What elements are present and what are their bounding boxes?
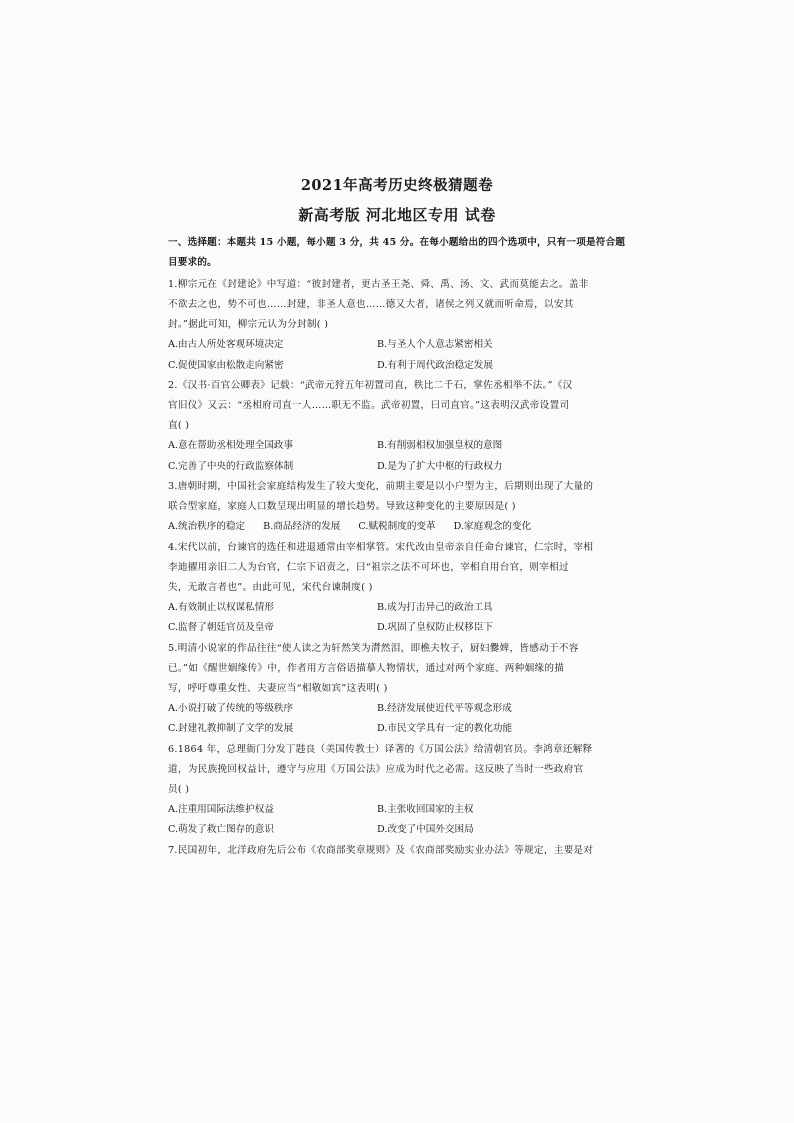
question-line: 1.柳宗元在《封建论》中写道：“彼封建者，更古圣王尧、舜、禹、汤、文、武而莫能去之。盖非 (168, 279, 589, 290)
question-line: 2.《汉书·百官公卿表》记载：“武帝元狩五年初置司直，秩比二千石，掌佐丞相举不法。”《汉 (168, 380, 573, 391)
question-line: 直( ) (168, 420, 190, 431)
option-a: A.统治秩序的稳定 (168, 521, 246, 532)
options (168, 800, 626, 841)
options (168, 436, 626, 477)
question-line: 道，为民族挽回权益计，遵守与应用《万国公法》应成为时代之必需。这反映了当时一些政府官 (168, 763, 584, 775)
options (168, 517, 626, 538)
section-heading: 一、选择题：本题共 15 小题，每小题 3 分，共 45 分。在每小题给出的四个选项中，只有一项是符合题目要求的。 (168, 237, 626, 268)
option-c: C.封建礼教抑制了文学的发展 (168, 723, 294, 734)
question-line: 李迪擢用亲旧二人为台官，仁宗下诏责之，曰“祖宗之法不可坏也，宰相自用台官，则宰相过 (168, 561, 569, 573)
option-d: D.有利于周代政治稳定发展 (377, 359, 493, 371)
option-b: B.与圣人个人意志紧密相关 (377, 339, 493, 350)
option-d: D.市民文学具有一定的教化功能 (377, 723, 513, 734)
question-line: 已。”如《醒世姻缘传》中，作者用方言俗语描摹人物情状，通过对两个家庭、两种姻缘的描 (168, 662, 565, 674)
question-line: 3.唐朝时期，中国社会家庭结构发生了较大变化，前期主要是以小户型为主，后期则出现了大量的 (168, 481, 594, 492)
option-a: A.有效制止以权谋私情形 (168, 601, 274, 613)
option-b: B.有削弱相权加强皇权的意图 (377, 440, 503, 451)
option-c: C.促使国家由松散走向紧密 (168, 359, 284, 371)
question-line: 7.民国初年，北洋政府先后公布《农商部奖章规则》及《农商部奖励实业办法》等规定，主要是对 (168, 844, 594, 856)
option-b: B.经济发展使近代平等观念形成 (377, 702, 512, 714)
option-d: D.巩固了皇权防止权移臣下 (377, 622, 493, 633)
question-2 (168, 376, 626, 477)
option-b: B.成为打击异己的政治工具 (377, 601, 493, 613)
option-d: D.改变了中国外交困局 (377, 824, 474, 835)
option-a: A.意在帮助丞相处理全国政事 (168, 440, 294, 451)
options (168, 335, 626, 376)
exam-subtitle: 新高考版 河北地区专用 试卷 (298, 206, 496, 224)
option-a: A.小说打破了传统的等级秩序 (168, 702, 294, 714)
question-4 (168, 538, 626, 639)
question-line: 官旧仪》又云：“丞相府司直一人……职无不监。武帝初置，曰司直官。”这表明汉武帝设置司 (168, 400, 570, 411)
question-3 (168, 477, 626, 538)
question-7 (168, 841, 626, 861)
option-c: C.监督了朝廷官员及皇帝 (168, 622, 274, 633)
question-line: 封。”据此可知，柳宗元认为分封制( ) (168, 319, 329, 330)
option-b: B.商品经济的发展 (263, 521, 341, 532)
options (168, 598, 626, 639)
option-d: D.家庭观念的变化 (453, 521, 532, 532)
question-line: 不欲去之也，势不可也……封建，非圣人意也……德又大者，诸侯之列又就而听命焉，以安其 (168, 299, 574, 310)
exam-content (168, 176, 626, 861)
option-a: A.注重用国际法维护权益 (168, 803, 274, 815)
option-c: C.赋税制度的变革 (358, 521, 436, 532)
question-line: 6.1864 年，总理衙门分发丁韪良（美国传教士）译著的《万国公法》给清朝官员。李鸿章还解释 (168, 743, 593, 755)
option-d: D.是为了扩大中枢的行政权力 (377, 460, 503, 472)
option-c: C.萌发了救亡图存的意识 (168, 824, 274, 835)
question-line: 写，呼吁尊重女性、夫妻应当“相敬如宾”这表明( ) (168, 682, 388, 694)
question-5 (168, 639, 626, 740)
exam-title: 2021年高考历史终极猜题卷 (300, 177, 494, 194)
question-6 (168, 740, 626, 841)
option-a: A.由古人所处客观环境决定 (168, 339, 284, 350)
option-c: C.完善了中央的行政监察体制 (168, 460, 294, 472)
question-line: 员( ) (168, 783, 190, 795)
question-line: 5.明清小说家的作品往往“使人读之为轩然笑为潸然泪，即樵夫牧子，厨妇爨婢，皆感动于不容 (168, 642, 579, 654)
option-b: B.主张收回国家的主权 (377, 803, 474, 815)
options (168, 699, 626, 740)
question-line: 联合型家庭，家庭人口数呈现出明显的增长趋势。导致这种变化的主要原因是( ) (168, 501, 516, 512)
question-1 (168, 275, 626, 376)
question-line: 失，无敢言者也”。由此可见，宋代台谏制度( ) (168, 581, 373, 593)
question-line: 4.宋代以前，台谏官的选任和进退通常由宰相掌管。宋代改由皇帝亲自任命台谏官，仁宗时，宰相 (168, 541, 594, 553)
